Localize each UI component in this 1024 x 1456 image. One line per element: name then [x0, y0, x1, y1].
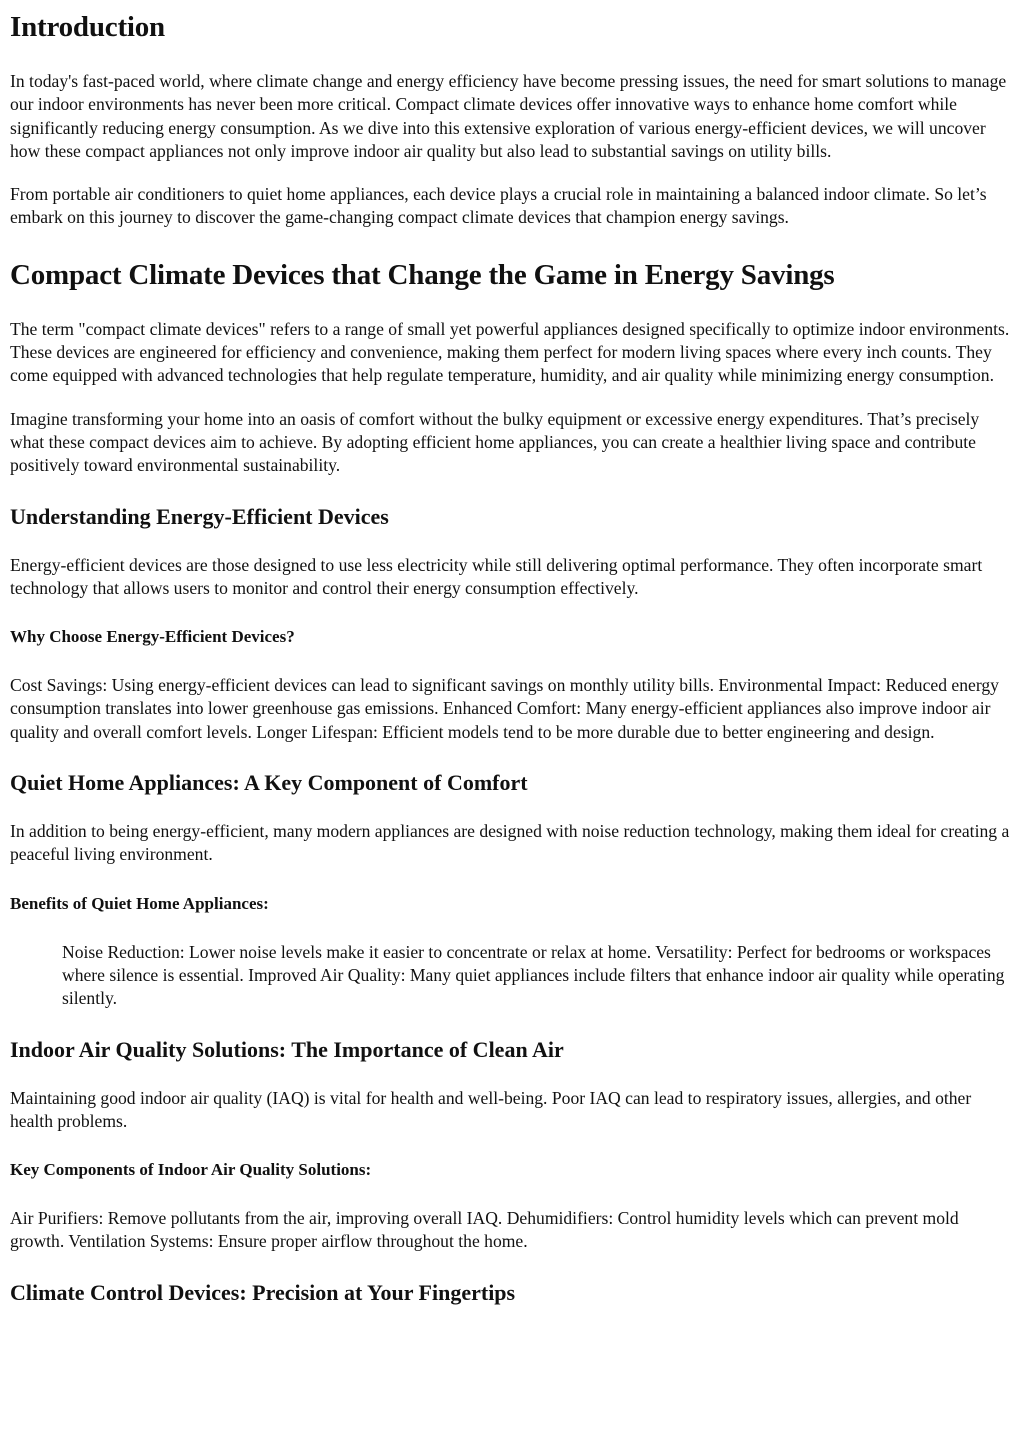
document-body — [0, 10, 1024, 1307]
paragraph-understanding-1: Energy-efficient devices are those designed to use less electricity while still delivering optimal performance. They often incorporate smart technology that allows users to monitor and control their energy consumption effectively. — [10, 554, 983, 598]
heading-climate-control-devices: Climate Control Devices: Precision at Your Fingertips — [10, 1279, 516, 1305]
heading-compact-climate-devices: Compact Climate Devices that Change the Game in Energy Savings — [10, 258, 835, 291]
blockquote-benefits — [62, 941, 1014, 1011]
heading-understanding-energy-efficient: Understanding Energy-Efficient Devices — [10, 503, 389, 529]
paragraph-intro-2: From portable air conditioners to quiet home appliances, each device plays a crucial role in maintaining a balanced indoor climate. So let’s embark on this journey to discover the game-changing compact climate devices that champion energy savings. — [10, 184, 987, 228]
paragraph-why-choose: Cost Savings: Using energy-efficient devices can lead to significant savings on monthly utility bills. Environmental Impact: Reduced energy consumption translates into lower greenhouse gas emissions. Enhanced Comfort: Many energy-efficient appliances also improve indoor air quality and overall comfort levels. Longer Lifespan: Efficient models tend to be more durable due to better engineering and design. — [10, 675, 999, 742]
heading-key-components: Key Components of Indoor Air Quality Solutions: — [10, 1160, 372, 1180]
heading-why-choose: Why Choose Energy-Efficient Devices? — [10, 627, 295, 647]
paragraph-quiet-1: In addition to being energy-efficient, many modern appliances are designed with noise reduction technology, making them ideal for creating a peaceful living environment. — [10, 821, 1010, 865]
heading-introduction: Introduction — [10, 11, 165, 43]
paragraph-compact-2: Imagine transforming your home into an oasis of comfort without the bulky equipment or excessive energy expenditures. That’s precisely what these compact devices aim to achieve. By adopting efficient home appliances, you can create a healthier living space and contribute positively toward environmental sustainability. — [10, 408, 980, 476]
paragraph-key-components: Air Purifiers: Remove pollutants from the air, improving overall IAQ. Dehumidifiers: Control humidity levels which can prevent mold growth. Ventilation Systems: Ensure proper airflow throughout the home. — [10, 1208, 959, 1252]
heading-benefits-quiet: Benefits of Quiet Home Appliances: — [10, 893, 269, 913]
paragraph-compact-1: The term "compact climate devices" refers to a range of small yet powerful appliances designed specifically to optimize indoor environments. These devices are engineered for efficiency and convenience, making them perfect for modern living spaces where every inch counts. They come equipped with advanced technologies that help regulate temperature, humidity, and air quality while minimizing energy consumption. — [10, 318, 1010, 386]
paragraph-benefits: Noise Reduction: Lower noise levels make it easier to concentrate or relax at home. Versatility: Perfect for bedrooms or workspaces where silence is essential. Improved Air Quality: Many quiet appliances include filters that enhance indoor air quality while operating silently. — [62, 941, 1005, 1009]
paragraph-intro-1: In today's fast-paced world, where climate change and energy efficiency have become pressing issues, the need for smart solutions to manage our indoor environments has never been more critical. Compact climate devices offer innovative ways to enhance home comfort while significantly reducing energy consumption. As we dive into this extensive exploration of various energy-efficient devices, we will uncover how these compact appliances not only improve indoor air quality but also lead to substantial savings on utility bills. — [10, 71, 1007, 161]
paragraph-iaq-1: Maintaining good indoor air quality (IAQ) is vital for health and well-being. Poor IAQ can lead to respiratory issues, allergies, and other health problems. — [10, 1087, 972, 1131]
heading-indoor-air-quality: Indoor Air Quality Solutions: The Importance of Clean Air — [10, 1036, 564, 1062]
heading-quiet-home-appliances: Quiet Home Appliances: A Key Component of Comfort — [10, 770, 528, 796]
